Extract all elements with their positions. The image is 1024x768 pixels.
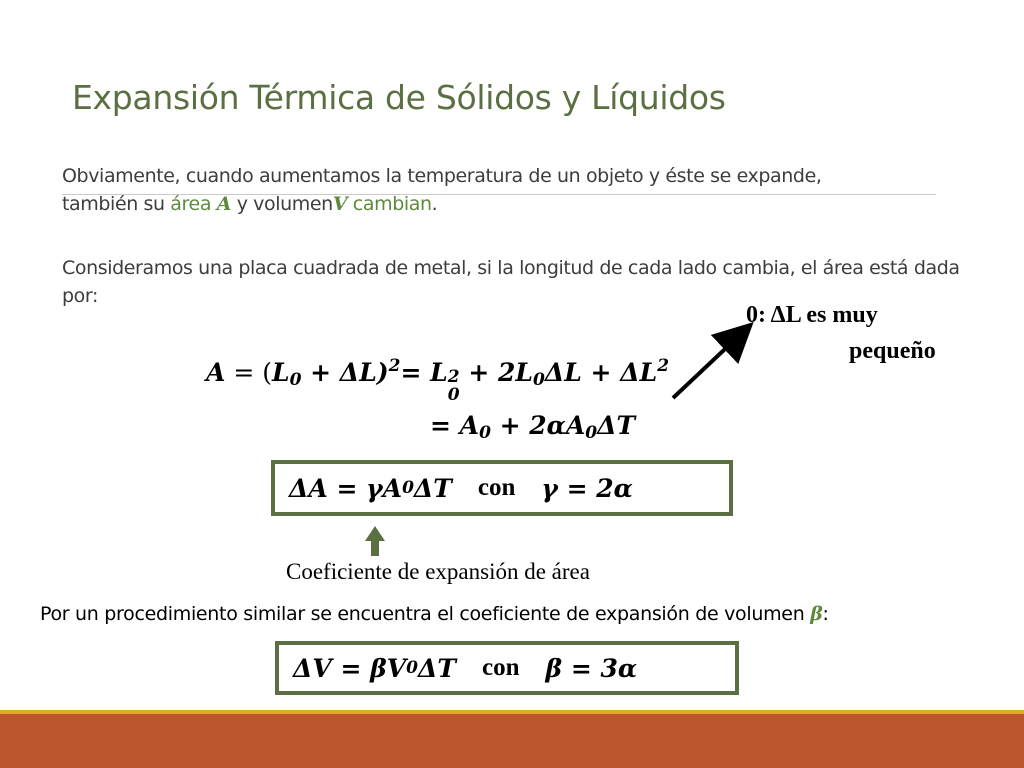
- eq-open: = (: [225, 358, 273, 387]
- plate-paragraph: Consideramos una placa cuadrada de metal, si la longitud de cada lado cambia, el área está dada por:: [62, 257, 960, 307]
- up-arrow-icon: [365, 526, 385, 556]
- area-coefficient-caption: Coeficiente de expansión de área: [286, 559, 590, 584]
- intro-text: también su: [62, 193, 171, 215]
- eq-l: L: [272, 358, 290, 387]
- eq-crossed-term: ΔL: [620, 358, 658, 387]
- note-line-1: 0: ΔL es muy: [746, 302, 878, 328]
- eq-sub: 0: [289, 370, 302, 390]
- eq-term2: + 2L: [459, 358, 534, 387]
- box1-a: ΔA = γA: [289, 473, 403, 503]
- eq-equals-l: = L: [400, 358, 448, 387]
- eq-sup3: 2: [657, 356, 670, 376]
- eq-lhs: A: [206, 358, 226, 387]
- cross-out-arrow: [673, 333, 742, 398]
- period: .: [431, 193, 438, 215]
- colon: :: [822, 603, 829, 625]
- footer-band: [0, 714, 1024, 768]
- box2-c: β = 3α: [545, 653, 638, 683]
- slide-title: Expansión Térmica de Sólidos y Líquidos: [72, 78, 726, 117]
- box2-b: ΔT: [418, 653, 457, 683]
- eq-sup2: 2: [447, 367, 460, 387]
- eq2-sub2: 0: [585, 423, 598, 443]
- eq-term2b: ΔL +: [544, 358, 621, 387]
- box2-a: ΔV = βV: [293, 653, 407, 683]
- eq2-c: ΔT: [597, 411, 636, 440]
- eq2-b: + 2αA: [490, 411, 586, 440]
- box1-sub: 0: [402, 478, 414, 498]
- box2-sub: 0: [406, 658, 418, 678]
- volume-text: y volumen: [231, 193, 333, 215]
- volume-symbol: V: [332, 193, 348, 215]
- change-word: cambian: [347, 193, 432, 215]
- box2-con: con: [482, 654, 520, 681]
- eq-sub2: 0: [447, 385, 460, 405]
- eq2-sub: 0: [479, 423, 491, 443]
- eq-sub3: 0: [533, 370, 545, 390]
- note-line-2: pequeño: [849, 338, 936, 364]
- eq-sup: 2: [388, 356, 401, 376]
- area-symbol: A: [216, 193, 232, 215]
- area-word: área: [170, 193, 212, 215]
- box1-b: ΔT: [413, 473, 452, 503]
- volume-text-span: Por un procedimiento similar se encuentra el coeficiente de expansión de volumen: [40, 603, 811, 625]
- box1-c: γ = 2α: [541, 473, 633, 503]
- eq2-a: = A: [430, 411, 480, 440]
- box1-con: con: [477, 474, 516, 501]
- beta-symbol: β: [810, 603, 823, 625]
- intro-line-1: Obviamente, cuando aumentamos la temperatura de un objeto y éste se expande,: [62, 165, 822, 187]
- eq-plus-dl: + ΔL): [301, 358, 389, 387]
